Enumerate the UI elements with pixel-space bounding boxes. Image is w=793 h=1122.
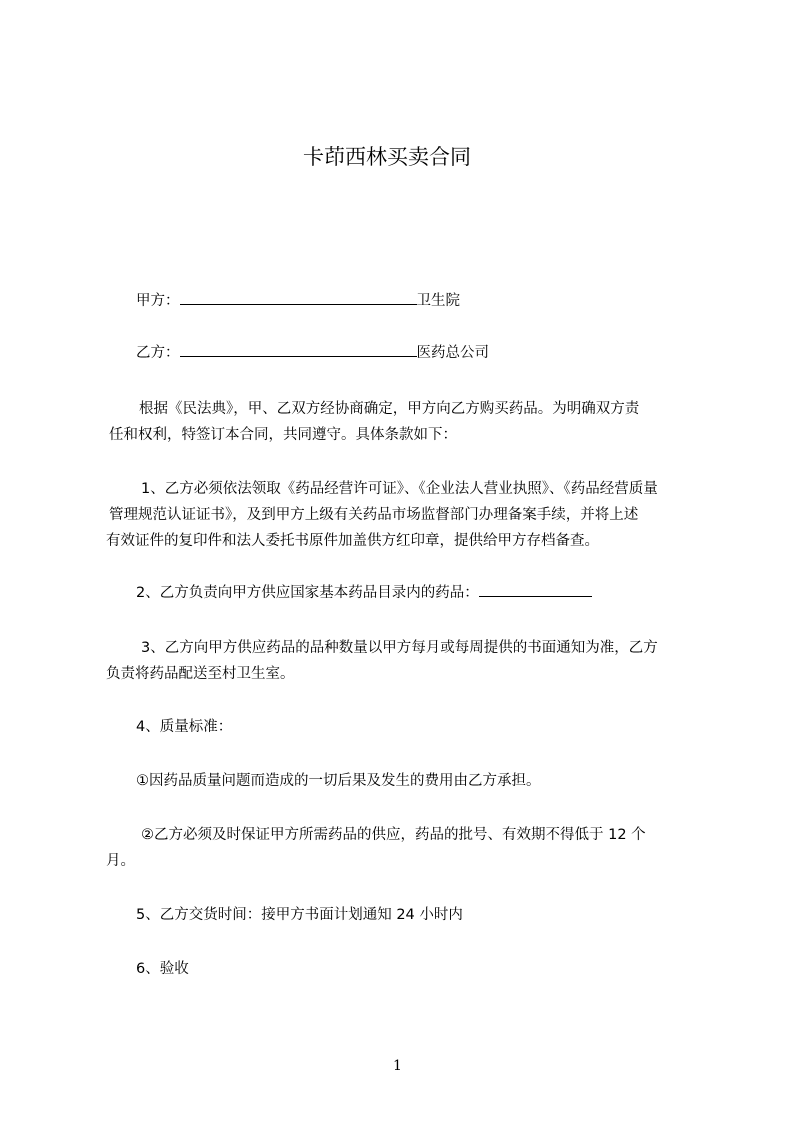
clause1-line-2: 管理规范认证证书》，及到甲方上级有关药品市场监督部门办理备案手续，并将上述 — [109, 507, 639, 523]
clause1-line-3: 有效证件的复印件和法人委托书原件加盖供方红印章，提供给甲方存档备查。 — [106, 533, 599, 549]
clause5: 5、乙方交货时间：接甲方书面计划通知 24 小时内 — [136, 907, 463, 923]
intro-line-2: 任和权利，特签订本合同，共同遵守。具体条款如下： — [109, 427, 457, 443]
party-a-blank[interactable] — [180, 291, 417, 305]
clause4-item-2-line-2: 月。 — [106, 853, 135, 869]
clause3-line-2: 负责将药品配送至村卫生室。 — [106, 666, 295, 682]
clause4-item-1: ①因药品质量问题而造成的一切后果及发生的费用由乙方承担。 — [136, 773, 541, 789]
clause2-blank[interactable] — [479, 583, 592, 597]
party-a-line — [136, 291, 460, 311]
party-b-suffix: 医药总公司 — [416, 345, 489, 361]
clause6: 6、验收 — [136, 961, 189, 977]
clause3-line-1: 3、乙方向甲方供应药品的品种数量以甲方每月或每周提供的书面通知为准，乙方 — [141, 640, 658, 656]
clause2-line — [136, 583, 592, 603]
clause4-item-2-line-1: ②乙方必须及时保证甲方所需药品的供应，药品的批号、有效期不得低于 12 个 — [141, 827, 646, 843]
intro-line-1: 根据《民法典》，甲、乙双方经协商确定，甲方向乙方购买药品。为明确双方责 — [139, 401, 640, 417]
party-b-label: 乙方： — [136, 345, 180, 361]
clause2-text: 2、乙方负责向甲方供应国家基本药品目录内的药品： — [136, 585, 479, 601]
document-title: 卡茚西林买卖合同 — [303, 145, 471, 169]
party-b-line — [136, 343, 489, 363]
party-a-label: 甲方： — [136, 293, 180, 309]
page-number: 1 — [393, 1058, 402, 1074]
party-b-blank[interactable] — [180, 343, 417, 357]
clause4-heading: 4、质量标准： — [136, 719, 233, 735]
party-a-suffix: 卫生院 — [416, 293, 460, 309]
clause1-line-1: 1、乙方必须依法领取《药品经营许可证》、《企业法人营业执照》、《药品经营质量 — [141, 481, 658, 497]
